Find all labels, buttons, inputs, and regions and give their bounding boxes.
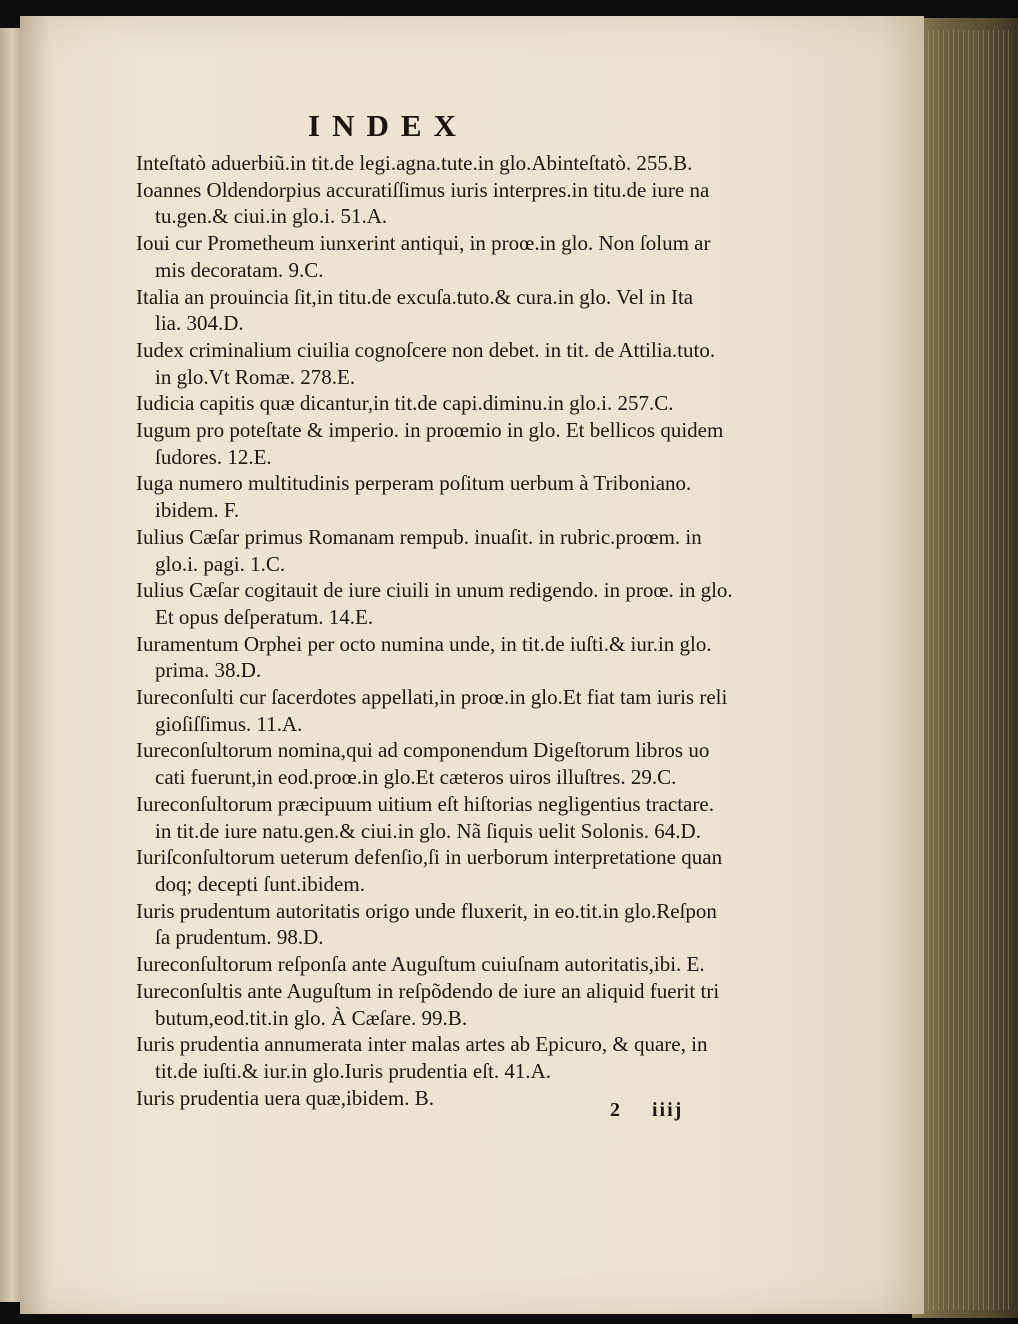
index-line: in glo.Vt Romæ. 278.E. <box>155 364 356 389</box>
signature-folio: iiij <box>652 1099 684 1121</box>
index-line: Inteſtatò aduerbiũ.in tit.de legi.agna.tute.in glo.Abinteſtatò. 255.B. <box>136 151 693 175</box>
index-line: Iudicia capitis quæ dicantur,in tit.de capi.diminu.in glo.i. 257.C. <box>136 391 674 416</box>
page-stack-lines <box>918 30 1012 1310</box>
index-line: ſudores. 12.E. <box>155 444 272 469</box>
signature-number: 2 <box>610 1099 622 1121</box>
index-line: prima. 38.D. <box>155 658 262 683</box>
signature-mark <box>610 1099 683 1122</box>
index-line: Iulius Cæſar cogitauit de iure ciuili in unum redigendo. in proœ. in glo. <box>136 578 733 603</box>
index-line: Iuriſconſultorum ueterum defenſio,ſi in uerborum interpretatione quan <box>136 845 723 870</box>
index-line: ſa prudentum. 98.D. <box>155 925 324 950</box>
index-line: Iuga numero multitudinis perperam poſitum uerbum à Triboniano. <box>136 471 692 496</box>
index-line: Et opus deſperatum. 14.E. <box>155 604 374 629</box>
index-line: Iulius Cæſar primus Romanam rempub. inuaſit. in rubric.proœm. in <box>136 524 702 549</box>
index-line: butum,eod.tit.in glo. À Cæſare. 99.B. <box>155 1005 468 1030</box>
index-line: doq; decepti ſunt.ibidem. <box>155 871 365 896</box>
index-entries <box>136 150 736 1111</box>
index-line: Iuris prudentia uera quæ,ibidem. B. <box>136 1085 435 1110</box>
index-line: Italia an prouincia ſit,in titu.de excuſa.tuto.& cura.in glo. Vel in Ita <box>136 284 694 309</box>
index-line: Iuris prudentum autoritatis origo unde fluxerit, in eo.tit.in glo.Reſpon <box>136 898 717 923</box>
book-page <box>20 16 924 1314</box>
index-line: glo.i. pagi. 1.C. <box>155 551 286 576</box>
index-line: Iudex criminalium ciuilia cognoſcere non debet. in tit. de Attilia.tuto. <box>136 337 716 362</box>
index-line: gioſiſſimus. 11.A. <box>155 711 303 736</box>
running-head: INDEX <box>308 108 468 143</box>
index-line: Ioannes Oldendorpius accuratiſſimus iuris interpres.in titu.de iure na <box>136 177 710 202</box>
index-line: Iureconſultorum præcipuum uitium eſt hiſtorias negligentius tractare. <box>136 791 714 816</box>
index-line: mis decoratam. 9.C. <box>155 257 324 282</box>
index-line: Iureconſultorum nomina,qui ad componendum Digeſtorum libros uo <box>136 738 710 763</box>
index-line: Ioui cur Prometheum iunxerint antiqui, in proœ.in glo. Non ſolum ar <box>136 231 711 256</box>
index-line: tit.de iuſti.& iur.in glo.Iuris prudentia eſt. 41.A. <box>155 1058 552 1083</box>
index-line: Iuramentum Orphei per octo numina unde, in tit.de iuſti.& iur.in glo. <box>136 631 712 656</box>
index-line: Iureconſultis ante Auguſtum in reſpõdendo de iure an aliquid fuerit tri <box>136 978 720 1003</box>
index-line: cati fuerunt,in eod.proœ.in glo.Et cæteros uiros illuſtres. 29.C. <box>155 765 677 790</box>
index-line: tu.gen.& ciui.in glo.i. 51.A. <box>155 204 388 229</box>
index-line: Iureconſulti cur ſacerdotes appellati,in proœ.in glo.Et fiat tam iuris reli <box>136 685 728 710</box>
index-line: ibidem. F. <box>155 498 240 523</box>
index-line: Iureconſultorum reſponſa ante Auguſtum cuiuſnam autoritatis,ibi. E. <box>136 952 705 977</box>
index-line: lia. 304.D. <box>155 311 244 336</box>
index-line: Iuris prudentia annumerata inter malas artes ab Epicuro, & quare, in <box>136 1032 708 1057</box>
index-line: in tit.de iure natu.gen.& ciui.in glo. Nã ſiquis uelit Solonis. 64.D. <box>155 818 701 843</box>
index-line: Iugum pro poteſtate & imperio. in proœmio in glo. Et bellicos quidem <box>136 418 724 443</box>
facing-page-edge <box>0 28 20 1302</box>
